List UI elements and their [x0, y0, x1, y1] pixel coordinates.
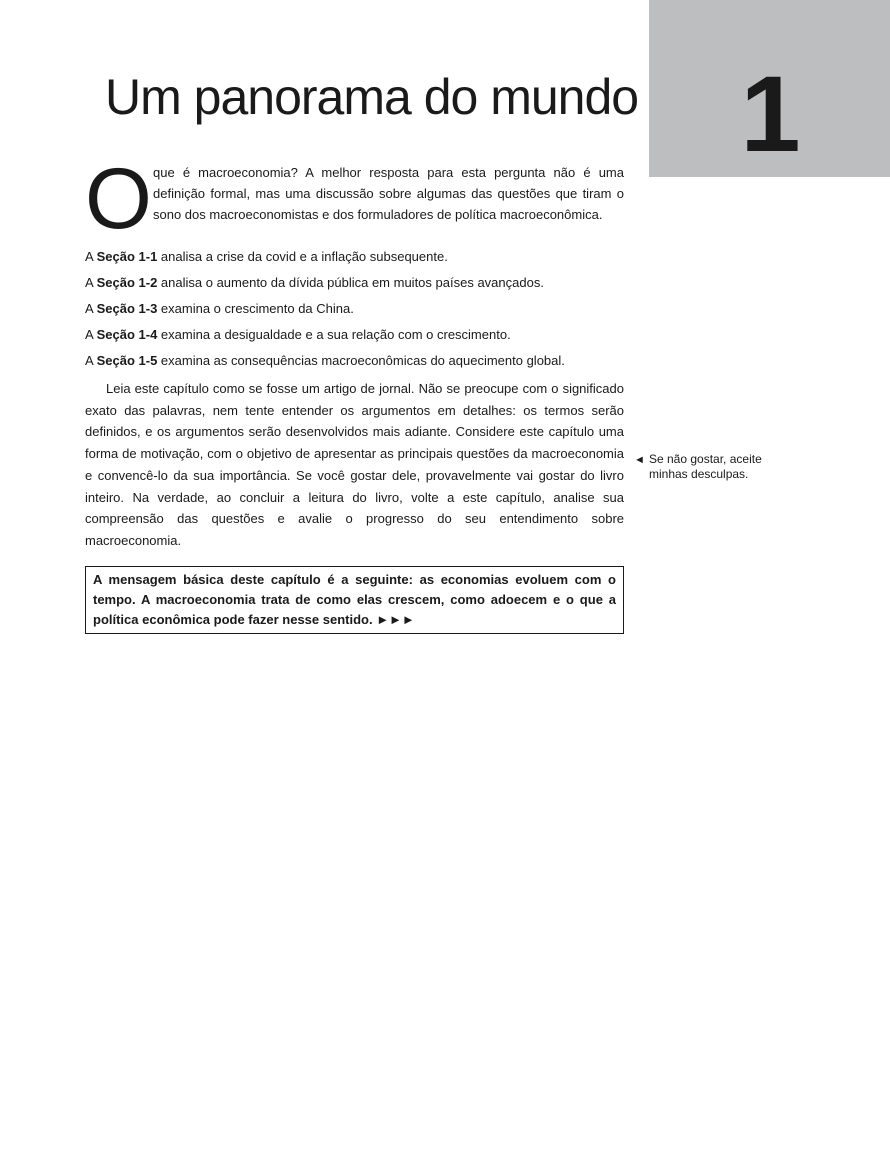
chapter-title: Um panorama do mundo [105, 69, 639, 125]
section-name: Seção 1-5 [96, 353, 158, 368]
section-item: A Seção 1-3 examina o crescimento da China. [85, 301, 354, 316]
section-item: A Seção 1-4 examina a desigualdade e a sua relação com o crescimento. [85, 327, 511, 342]
chapter-number-box [649, 0, 890, 177]
arrow-left-icon: ◄ [634, 454, 645, 466]
section-item: A Seção 1-5 examina as consequências macroeconômicas do aquecimento global. [85, 353, 565, 368]
section-name: Seção 1-4 [96, 327, 158, 342]
chapter-number: 1 [740, 53, 799, 174]
margin-note-text: Se não gostar, aceite minhas desculpas. [649, 452, 762, 481]
section-list [85, 244, 624, 374]
chapter-content [85, 151, 624, 634]
drop-cap: O [85, 151, 152, 247]
key-message-box: A mensagem básica deste capítulo é a seguinte: as economias evoluem com o tempo. A macroeconomia trata de como elas crescem, como adoecem e o que a política econômica pode fazer nesse sentido. ►►► [85, 566, 624, 634]
section-name: Seção 1-1 [96, 249, 158, 264]
body-paragraph: Leia este capítulo como se fosse um artigo de jornal. Não se preocupe com o significado exato das palavras, nem tente entender os argumentos em detalhes: os termos serão definidos, e os argumentos serão desenvolvidos mais adiante. Considere este capítulo uma forma de motivação, com o objetivo de apresentar as principais questões da macroeconomia e convencê-lo da sua importância. Se você gostar dele, provavelmente vai gostar do livro inteiro. Na verdade, ao concluir a leitura do livro, volte a este capítulo, analise sua compreensão das questões e avalie o progresso do seu entendimento sobre macroeconomia. [85, 381, 624, 548]
section-item: A Seção 1-1 analisa a crise da covid e a inflação subsequente. [85, 249, 448, 264]
intro-paragraph [85, 151, 624, 247]
margin-note [634, 452, 774, 482]
section-item: A Seção 1-2 analisa o aumento da dívida pública em muitos países avançados. [85, 275, 544, 290]
section-name: Seção 1-3 [96, 301, 158, 316]
intro-text: que é macroeconomia? A melhor resposta para esta pergunta não é uma definição formal, mas uma discussão sobre algumas das questões que tiram o sono dos macroeconomistas e dos formuladores de política macroeconômica. [153, 165, 624, 222]
section-name: Seção 1-2 [96, 275, 158, 290]
